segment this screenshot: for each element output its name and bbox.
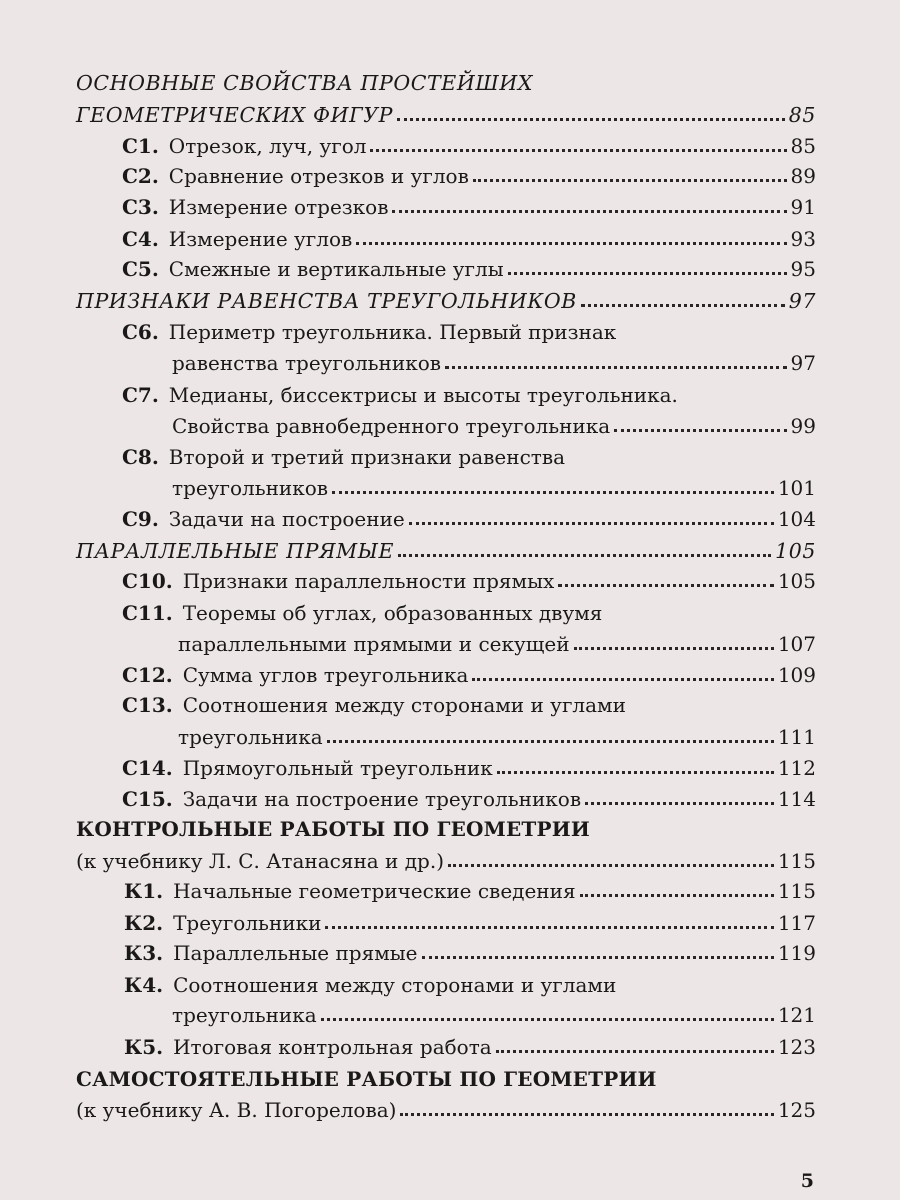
section-title-control: КОНТРОЛЬНЫЕ РАБОТЫ ПО ГЕОМЕТРИИ <box>76 817 590 841</box>
toc-entry-c8-line2[interactable]: треугольников 101 <box>172 476 816 500</box>
dot-leader <box>448 864 774 867</box>
toc-entry-c6-line1[interactable]: С6. Периметр треугольника. Первый признак <box>122 320 617 344</box>
toc-entry-c10[interactable]: С10. Признаки параллельности прямых 105 <box>122 569 816 593</box>
dot-leader <box>473 179 787 182</box>
dot-leader <box>614 429 786 432</box>
dot-leader <box>325 926 773 929</box>
dot-leader <box>409 522 774 525</box>
section-title-basic-line2: ГЕОМЕТРИЧЕСКИХ ФИГУР 85 <box>76 103 816 127</box>
dot-leader <box>497 771 774 774</box>
toc-entry-k4-line2[interactable]: треугольника 121 <box>172 1003 816 1027</box>
toc-entry-k2[interactable]: К2. Треугольники 117 <box>124 911 816 935</box>
dot-leader <box>370 149 786 152</box>
section-title-basic-line1: ОСНОВНЫЕ СВОЙСТВА ПРОСТЕЙШИХ <box>76 71 534 95</box>
dot-leader <box>581 304 785 307</box>
toc-entry-k4-line1[interactable]: К4. Соотношения между сторонами и углами <box>124 973 617 997</box>
section-title-parallel[interactable]: ПАРАЛЛЕЛЬНЫЕ ПРЯМЫЕ 105 <box>76 539 816 563</box>
toc-entry-c6-line2[interactable]: равенства треугольников 97 <box>172 351 816 375</box>
toc-entry-c9[interactable]: С9. Задачи на построение 104 <box>122 507 816 531</box>
toc-entry-c15[interactable]: С15. Задачи на построение треугольников 114 <box>122 787 816 811</box>
dot-leader <box>472 678 773 681</box>
dot-leader <box>508 272 787 275</box>
dot-leader <box>580 894 774 897</box>
dot-leader <box>332 491 774 494</box>
toc-entry-c7-line2[interactable]: Свойства равнобедренного треугольника 99 <box>172 414 816 438</box>
dot-leader <box>356 242 786 245</box>
page-number: 5 <box>800 1170 814 1192</box>
toc-entry-c13-line2[interactable]: треугольника 111 <box>178 725 816 749</box>
toc-entry-c11-line2[interactable]: параллельными прямыми и секущей 107 <box>178 632 816 656</box>
dot-leader <box>496 1050 774 1053</box>
section-subtitle-independent[interactable]: (к учебнику А. В. Погорелова) 125 <box>76 1098 816 1122</box>
dot-leader <box>327 740 774 743</box>
dot-leader <box>400 1113 773 1116</box>
toc-entry-k1[interactable]: К1. Начальные геометрические сведения 115 <box>124 879 816 903</box>
dot-leader <box>558 584 774 587</box>
toc-entry-c1[interactable]: С1. Отрезок, луч, угол 85 <box>122 134 816 158</box>
dot-leader <box>585 802 774 805</box>
dot-leader <box>445 366 787 369</box>
toc-entry-c3[interactable]: С3. Измерение отрезков 91 <box>122 195 816 219</box>
section-title-independent: САМОСТОЯТЕЛЬНЫЕ РАБОТЫ ПО ГЕОМЕТРИИ <box>76 1067 657 1091</box>
toc-entry-c7-line1[interactable]: С7. Медианы, биссектрисы и высоты треугольника. <box>122 383 678 407</box>
toc-entry-c8-line1[interactable]: С8. Второй и третий признаки равенства <box>122 445 566 469</box>
dot-leader <box>422 956 774 959</box>
dot-leader <box>321 1018 774 1021</box>
toc-entry-k3[interactable]: К3. Параллельные прямые 119 <box>124 941 816 965</box>
toc-entry-c2[interactable]: С2. Сравнение отрезков и углов 89 <box>122 164 816 188</box>
dot-leader <box>398 554 771 557</box>
toc-entry-c5[interactable]: С5. Смежные и вертикальные углы 95 <box>122 257 816 281</box>
dot-leader <box>574 647 774 650</box>
section-title-congruence[interactable]: ПРИЗНАКИ РАВЕНСТВА ТРЕУГОЛЬНИКОВ 97 <box>76 289 816 313</box>
dot-leader <box>397 118 785 121</box>
dot-leader <box>392 210 786 213</box>
toc-entry-c12[interactable]: С12. Сумма углов треугольника 109 <box>122 663 816 687</box>
toc-entry-k5[interactable]: К5. Итоговая контрольная работа 123 <box>124 1035 816 1059</box>
section-subtitle-control[interactable]: (к учебнику Л. С. Атанасяна и др.) 115 <box>76 849 816 873</box>
toc-entry-c11-line1[interactable]: С11. Теоремы об углах, образованных двумя <box>122 601 603 625</box>
toc-entry-c14[interactable]: С14. Прямоугольный треугольник 112 <box>122 756 816 780</box>
toc-entry-c13-line1[interactable]: С13. Соотношения между сторонами и углами <box>122 693 626 717</box>
toc-entry-c4[interactable]: С4. Измерение углов 93 <box>122 227 816 251</box>
